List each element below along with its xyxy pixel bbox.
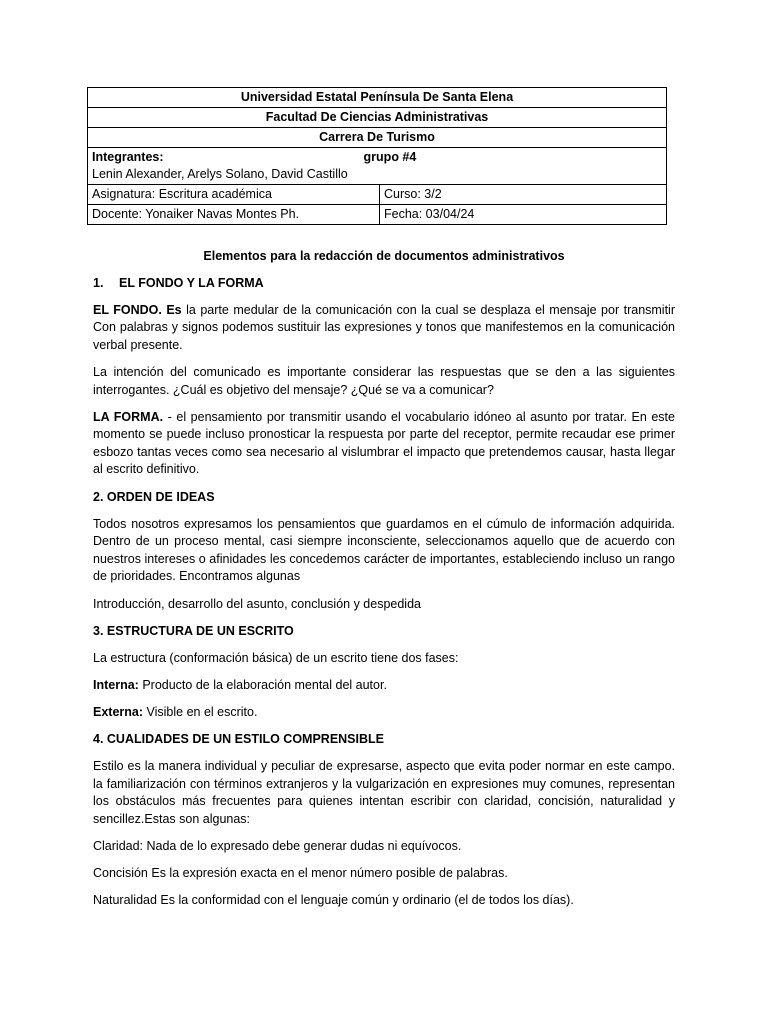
members-cell — [88, 148, 667, 185]
teacher-cell: Docente: Yonaiker Navas Montes Ph. — [88, 205, 380, 225]
subject-cell: Asignatura: Escritura académica — [88, 185, 380, 205]
section-2-heading: 2. ORDEN DE IDEAS — [93, 489, 215, 504]
paragraph-externa — [93, 704, 675, 722]
date-cell: Fecha: 03/04/24 — [380, 205, 667, 225]
interna-term: Interna: — [93, 677, 139, 692]
section-1-number: 1. — [93, 275, 104, 290]
group-number: grupo #4 — [363, 150, 417, 164]
paragraph-estructura: La estructura (conformación básica) de un escrito tiene dos fases: — [93, 650, 459, 665]
fondo-term: EL FONDO. Es — [93, 302, 182, 317]
forma-text: - el pensamiento por transmitir usando el vocabulario idóneo al asunto por tratar. En este momento se puede incluso pronosticar la respuesta por parte del receptor, permite recaudar ese primer esbozo tantas veces como sea necesario al vislumbrar el impacto que pretendemos causar, hasta llegar al escrito definitivo. — [93, 409, 675, 477]
externa-text: Visible en el escrito. — [143, 704, 258, 719]
members-names: Lenin Alexander, Arelys Solano, David Castillo — [92, 167, 348, 181]
section-3-heading: 3. ESTRUCTURA DE UN ESCRITO — [93, 623, 294, 638]
paragraph-concision: Concisión Es la expresión exacta en el menor número posible de palabras. — [93, 866, 508, 881]
forma-term: LA FORMA. — [93, 409, 164, 424]
career-name: Carrera De Turismo — [88, 128, 667, 148]
paragraph-interna — [93, 677, 675, 695]
paragraph-partes: Introducción, desarrollo del asunto, conclusión y despedida — [93, 596, 421, 611]
section-1-title: EL FONDO Y LA FORMA — [119, 275, 264, 290]
paragraph-intencion: La intención del comunicado es importante considerar las respuestas que se den a las siguientes interrogantes. ¿Cuál es objetivo del mensaje? ¿Qué se va a comunicar? — [93, 364, 675, 397]
document-body — [93, 248, 675, 919]
paragraph-claridad: Claridad: Nada de lo expresado debe generar dudas ni equívocos. — [93, 838, 462, 853]
paragraph-naturalidad: Naturalidad Es la conformidad con el lenguaje común y ordinario (el de todos los días). — [93, 893, 574, 908]
header-table — [87, 87, 667, 225]
members-label: Integrantes: — [92, 150, 164, 164]
section-1-heading — [93, 275, 675, 293]
interna-text: Producto de la elaboración mental del autor. — [138, 677, 387, 692]
section-4-heading: 4. CUALIDADES DE UN ESTILO COMPRENSIBLE — [93, 731, 384, 746]
faculty-name: Facultad De Ciencias Administrativas — [88, 108, 667, 128]
paragraph-estilo: Estilo es la manera individual y peculiar de expresarse, aspecto que evita poder normar en este campo. la familiarización con términos extranjeros y la vulgarización en expresiones muy comunes, representan los obstáculos más frecuentes para quienes intentan escribir con claridad, concisión, naturalidad y sencillez.Estas son algunas: — [93, 759, 675, 826]
document-title: Elementos para la redacción de documentos administrativos — [203, 249, 565, 263]
university-name: Universidad Estatal Península De Santa Elena — [88, 88, 667, 108]
paragraph-fondo — [93, 302, 675, 355]
externa-term: Externa: — [93, 704, 144, 719]
course-cell: Curso: 3/2 — [380, 185, 667, 205]
paragraph-orden: Todos nosotros expresamos los pensamientos que guardamos en el cúmulo de información adquirida. Dentro de un proceso mental, casi siempre inconsciente, seleccionamos aquello que de acuerdo con nuestros intereses o afinidades les concedemos carácter de importantes, estableciendo incluso un rango de prioridades. Encontramos algunas — [93, 516, 675, 584]
fondo-text: la parte medular de la comunicación con la cual se desplaza el mensaje por transmitir Con palabras y signos podemos sustituir las expresiones y tonos que manifestemos en la comunicación verbal presente. — [93, 302, 675, 352]
paragraph-forma — [93, 409, 675, 479]
